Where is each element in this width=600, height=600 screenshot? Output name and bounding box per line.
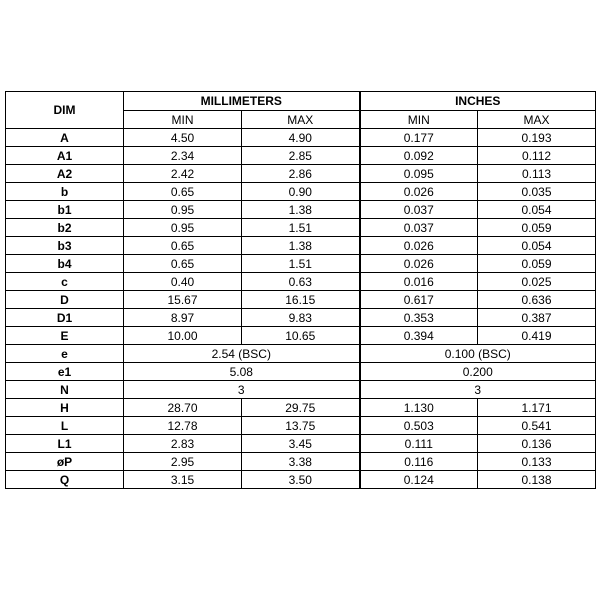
in-span-cell: 0.100 (BSC) bbox=[360, 345, 596, 363]
mm-min-cell: 8.97 bbox=[124, 309, 242, 327]
mm-min-cell: 0.65 bbox=[124, 255, 242, 273]
dim-cell: A2 bbox=[6, 165, 124, 183]
in-max-cell: 0.112 bbox=[478, 147, 596, 165]
dim-cell: b2 bbox=[6, 219, 124, 237]
table-row bbox=[6, 291, 596, 309]
in-span-cell: 0.200 bbox=[360, 363, 596, 381]
in-min-cell: 1.130 bbox=[360, 399, 478, 417]
dim-cell: b3 bbox=[6, 237, 124, 255]
in-min-cell: 0.394 bbox=[360, 327, 478, 345]
dim-cell: e1 bbox=[6, 363, 124, 381]
in-min-cell: 0.026 bbox=[360, 237, 478, 255]
mm-max-cell: 1.38 bbox=[242, 237, 360, 255]
in-max-cell: 0.054 bbox=[478, 201, 596, 219]
mm-min-cell: 15.67 bbox=[124, 291, 242, 309]
mm-max-cell: 0.90 bbox=[242, 183, 360, 201]
mm-min-cell: 4.50 bbox=[124, 129, 242, 147]
mm-span-cell: 5.08 bbox=[124, 363, 360, 381]
in-min-cell: 0.095 bbox=[360, 165, 478, 183]
dim-cell: e bbox=[6, 345, 124, 363]
in-max-header: MAX bbox=[478, 111, 596, 129]
inches-group-header: INCHES bbox=[360, 92, 596, 111]
in-max-cell: 0.387 bbox=[478, 309, 596, 327]
mm-span-cell: 3 bbox=[124, 381, 360, 399]
mm-min-cell: 2.42 bbox=[124, 165, 242, 183]
dimensions-table bbox=[5, 91, 596, 489]
table-row bbox=[6, 165, 596, 183]
dim-column-header: DIM bbox=[6, 92, 124, 129]
mm-max-cell: 3.45 bbox=[242, 435, 360, 453]
dim-cell: c bbox=[6, 273, 124, 291]
in-min-cell: 0.617 bbox=[360, 291, 478, 309]
table-row bbox=[6, 147, 596, 165]
dim-cell: A1 bbox=[6, 147, 124, 165]
in-max-cell: 0.136 bbox=[478, 435, 596, 453]
mm-min-cell: 0.95 bbox=[124, 219, 242, 237]
in-max-cell: 0.054 bbox=[478, 237, 596, 255]
mm-min-cell: 28.70 bbox=[124, 399, 242, 417]
in-max-cell: 0.193 bbox=[478, 129, 596, 147]
dim-cell: H bbox=[6, 399, 124, 417]
dim-cell: E bbox=[6, 327, 124, 345]
table-row bbox=[6, 471, 596, 489]
mm-min-cell: 0.40 bbox=[124, 273, 242, 291]
mm-max-cell: 4.90 bbox=[242, 129, 360, 147]
in-min-cell: 0.037 bbox=[360, 219, 478, 237]
in-min-cell: 0.092 bbox=[360, 147, 478, 165]
in-max-cell: 0.419 bbox=[478, 327, 596, 345]
table-row bbox=[6, 201, 596, 219]
mm-min-cell: 0.65 bbox=[124, 237, 242, 255]
table-row bbox=[6, 273, 596, 291]
table-body bbox=[6, 129, 596, 489]
mm-min-cell: 0.65 bbox=[124, 183, 242, 201]
dim-cell: L1 bbox=[6, 435, 124, 453]
table-row bbox=[6, 417, 596, 435]
mm-max-cell: 13.75 bbox=[242, 417, 360, 435]
millimeters-group-header: MILLIMETERS bbox=[124, 92, 360, 111]
mm-max-cell: 9.83 bbox=[242, 309, 360, 327]
table-row bbox=[6, 237, 596, 255]
dim-cell: D bbox=[6, 291, 124, 309]
in-min-header: MIN bbox=[360, 111, 478, 129]
in-min-cell: 0.124 bbox=[360, 471, 478, 489]
in-max-cell: 0.035 bbox=[478, 183, 596, 201]
dim-cell: b4 bbox=[6, 255, 124, 273]
dim-cell: N bbox=[6, 381, 124, 399]
in-min-cell: 0.026 bbox=[360, 183, 478, 201]
dim-cell: L bbox=[6, 417, 124, 435]
in-min-cell: 0.503 bbox=[360, 417, 478, 435]
mm-min-cell: 2.95 bbox=[124, 453, 242, 471]
table-row bbox=[6, 453, 596, 471]
mm-min-cell: 10.00 bbox=[124, 327, 242, 345]
table-row bbox=[6, 399, 596, 417]
mm-max-cell: 1.38 bbox=[242, 201, 360, 219]
in-max-cell: 0.636 bbox=[478, 291, 596, 309]
mm-min-cell: 3.15 bbox=[124, 471, 242, 489]
mm-max-cell: 16.15 bbox=[242, 291, 360, 309]
table-header bbox=[6, 92, 596, 129]
mm-min-cell: 12.78 bbox=[124, 417, 242, 435]
header-group-row bbox=[6, 92, 596, 111]
mm-max-cell: 2.86 bbox=[242, 165, 360, 183]
table-row bbox=[6, 183, 596, 201]
in-max-cell: 0.059 bbox=[478, 255, 596, 273]
table-row bbox=[6, 309, 596, 327]
in-min-cell: 0.177 bbox=[360, 129, 478, 147]
in-max-cell: 0.113 bbox=[478, 165, 596, 183]
mm-max-header: MAX bbox=[242, 111, 360, 129]
mm-max-cell: 10.65 bbox=[242, 327, 360, 345]
table-row bbox=[6, 381, 596, 399]
in-span-cell: 3 bbox=[360, 381, 596, 399]
in-min-cell: 0.016 bbox=[360, 273, 478, 291]
in-max-cell: 1.171 bbox=[478, 399, 596, 417]
table-row bbox=[6, 327, 596, 345]
mm-max-cell: 29.75 bbox=[242, 399, 360, 417]
mm-min-cell: 2.34 bbox=[124, 147, 242, 165]
in-min-cell: 0.026 bbox=[360, 255, 478, 273]
dim-cell: b1 bbox=[6, 201, 124, 219]
mm-max-cell: 1.51 bbox=[242, 219, 360, 237]
mm-min-cell: 0.95 bbox=[124, 201, 242, 219]
in-max-cell: 0.541 bbox=[478, 417, 596, 435]
mm-min-cell: 2.83 bbox=[124, 435, 242, 453]
in-max-cell: 0.138 bbox=[478, 471, 596, 489]
table-row bbox=[6, 129, 596, 147]
table-row bbox=[6, 363, 596, 381]
table-row bbox=[6, 255, 596, 273]
in-min-cell: 0.353 bbox=[360, 309, 478, 327]
table-row bbox=[6, 345, 596, 363]
mm-max-cell: 3.38 bbox=[242, 453, 360, 471]
mm-max-cell: 3.50 bbox=[242, 471, 360, 489]
in-max-cell: 0.133 bbox=[478, 453, 596, 471]
in-max-cell: 0.059 bbox=[478, 219, 596, 237]
dim-cell: b bbox=[6, 183, 124, 201]
in-min-cell: 0.037 bbox=[360, 201, 478, 219]
in-max-cell: 0.025 bbox=[478, 273, 596, 291]
dim-cell: øP bbox=[6, 453, 124, 471]
mm-max-cell: 2.85 bbox=[242, 147, 360, 165]
in-min-cell: 0.116 bbox=[360, 453, 478, 471]
in-min-cell: 0.111 bbox=[360, 435, 478, 453]
table-row bbox=[6, 219, 596, 237]
mm-min-header: MIN bbox=[124, 111, 242, 129]
table-row bbox=[6, 435, 596, 453]
mm-max-cell: 1.51 bbox=[242, 255, 360, 273]
dim-cell: D1 bbox=[6, 309, 124, 327]
mm-span-cell: 2.54 (BSC) bbox=[124, 345, 360, 363]
dim-cell: A bbox=[6, 129, 124, 147]
mm-max-cell: 0.63 bbox=[242, 273, 360, 291]
dim-cell: Q bbox=[6, 471, 124, 489]
